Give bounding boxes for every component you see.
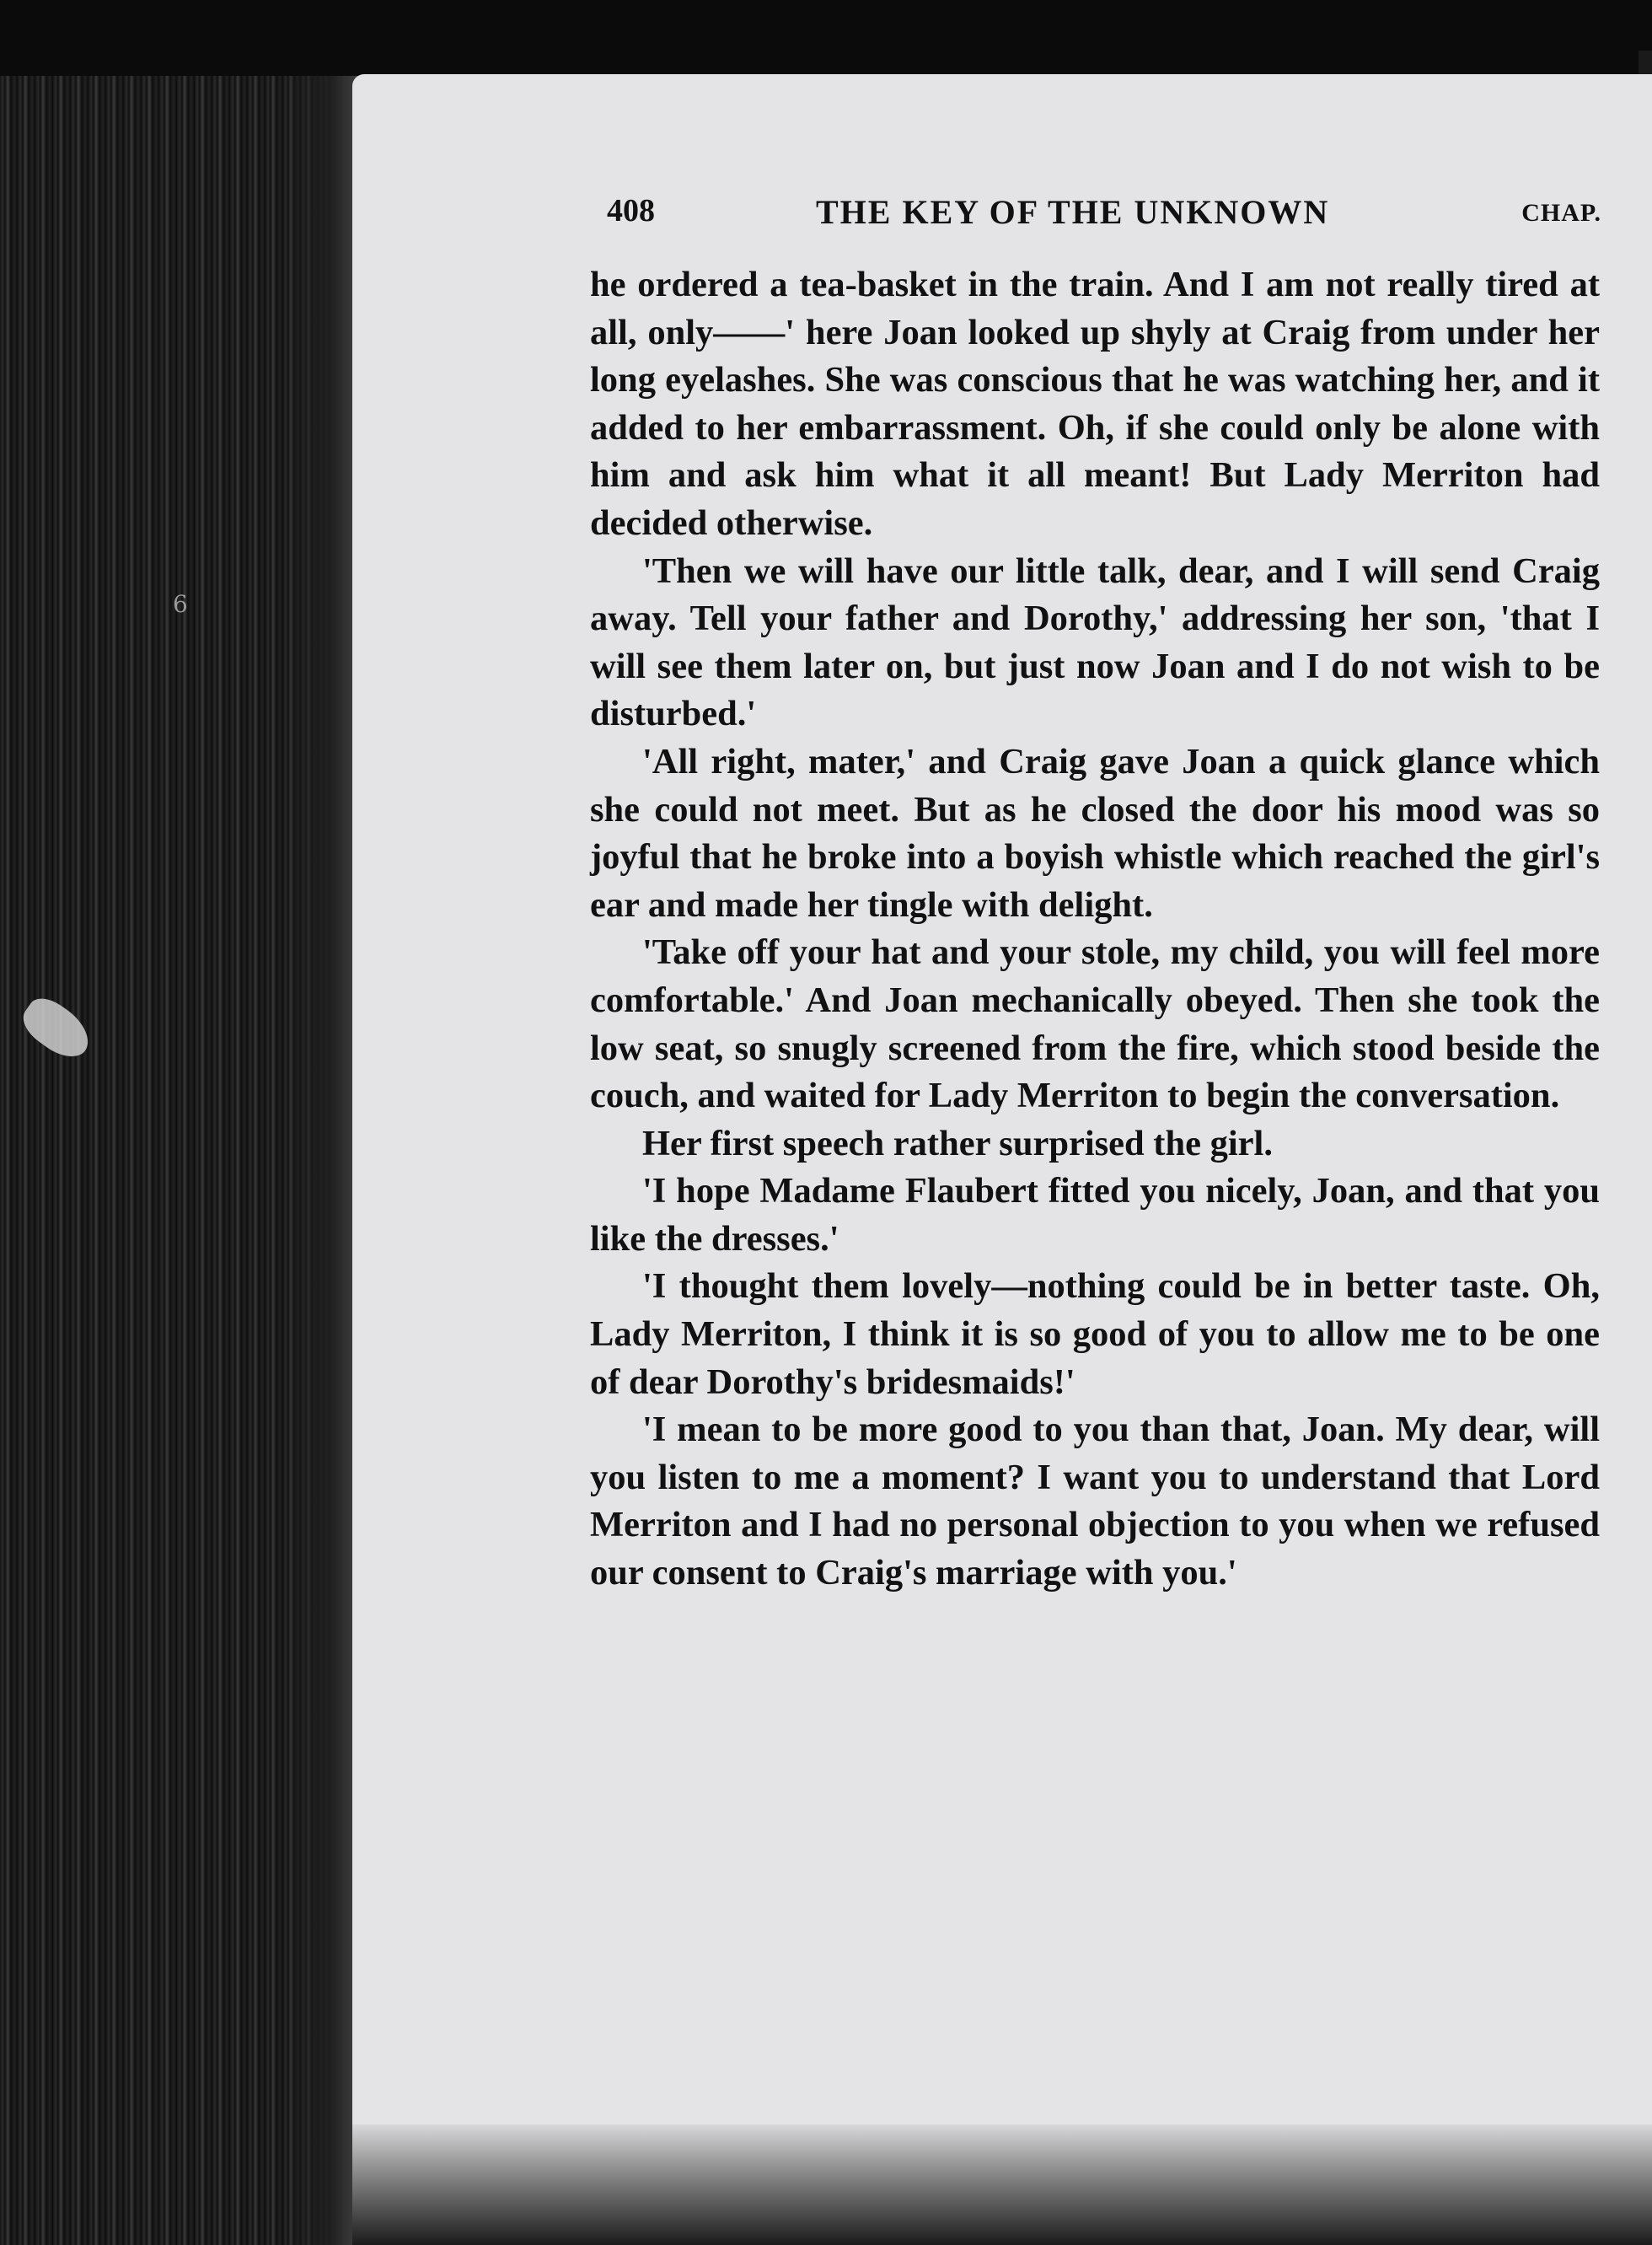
paragraph: 'I thought them lovely—nothing could be in better taste. Oh, Lady Merriton, I think it is so good of you to allow me to be one of dear Dorothy's bridesmaids!' [590,1266,1600,1402]
paragraph: 'Then we will have our little talk, dear, and I will send Craig away. Tell your father and Dorothy,' addressing her son, 'that I will see them later on, but just now Joan and I do not wish to be disturbed.' [590,551,1600,734]
page-bottom-shadow [352,2124,1652,2245]
body-text [590,261,1600,1598]
chapter-label: CHAP. [1521,199,1601,227]
paragraph: 'I mean to be more good to you than that, Joan. My dear, will you listen to me a moment? I want you to understand that Lord Merriton and I had no personal objection to you when we refused our consent to Craig's marriage with you.' [590,1410,1600,1593]
running-header [607,187,1601,238]
paragraph: 'All right, mater,' and Craig gave Joan a quick glance which she could not meet. But as he closed the door his mood was so joyful that he broke into a boyish whistle which reached the girl's ear and made her tingle with delight. [590,741,1600,925]
paragraph: he ordered a tea-basket in the train. And I am not really tired at all, only——' here Joan looked up shyly at Craig from under her long eyelashes. She was conscious that he was watching her, and it added to her embarrassment. Oh, if she could only be alone with him and ask him what it all meant! But Lady Merriton had decided otherwise. [590,265,1600,543]
paragraph: 'I hope Madame Flaubert fitted you nicely, Joan, and that you like the dresses.' [590,1171,1600,1259]
page-number: 408 [607,193,655,228]
paragraph: 'Take off your hat and your stole, my child, you will feel more comfortable.' And Joan mechanically obeyed. Then she took the low seat, so snugly screened from the fire, which stood beside the couch, and waited for Lady Merriton to begin the conversation. [590,932,1600,1116]
running-title: THE KEY OF THE UNKNOWN [816,193,1330,231]
margin-mark: 6 [173,590,188,618]
gutter-shadow [278,76,362,2245]
paragraph: Her first speech rather surprised the girl. [642,1123,1273,1163]
